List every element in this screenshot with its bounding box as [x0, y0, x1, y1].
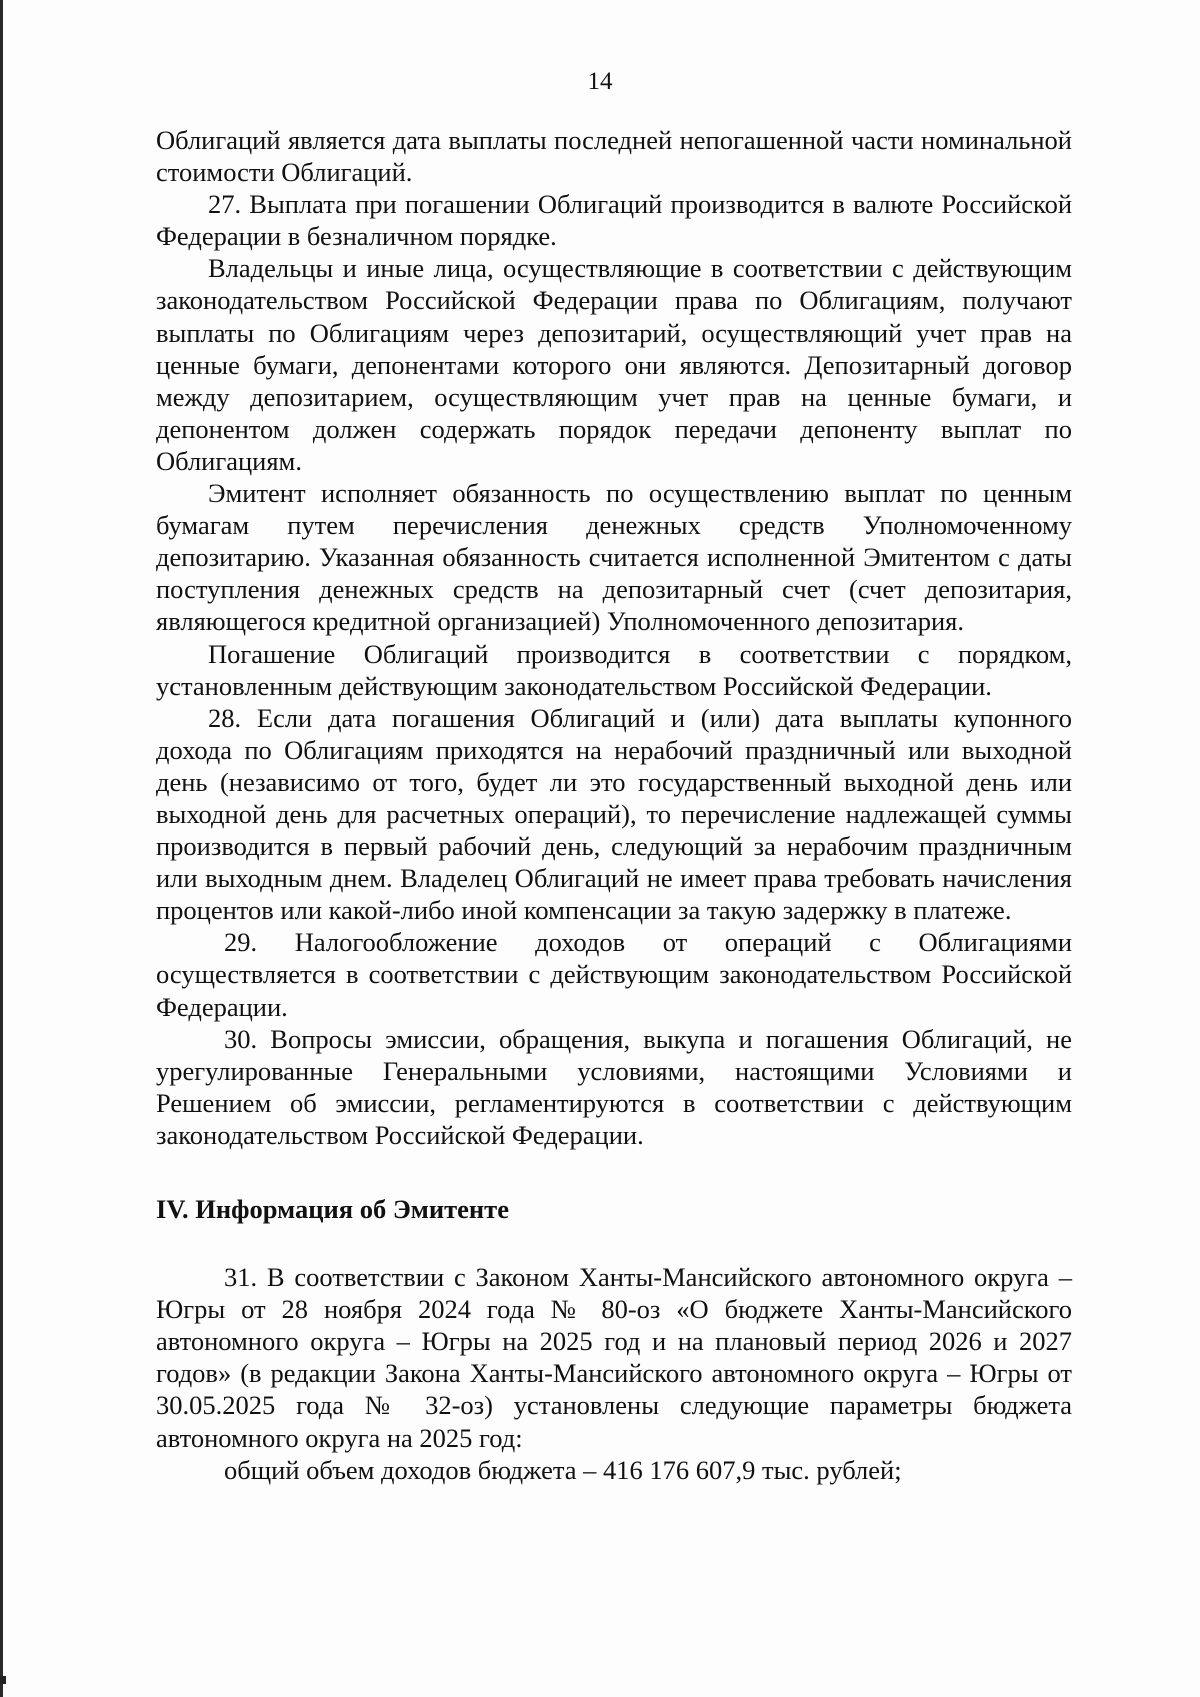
paragraph-redemption: Погашение Облигаций производится в соответствии с порядком, установленным действующим законодательством Российской Федерации.: [156, 638, 1072, 701]
paragraph-28: 28. Если дата погашения Облигаций и (или) дата выплаты купонного дохода по Облигациям приходятся на нерабочий праздничный или выходной день (независимо от того, будет ли это государственный выходной день или выходной день для расчетных операций), то перечисление надлежащей суммы производится в первый рабочий день, следующий за нерабочим праздничным или выходным днем. Владелец Облигаций не имеет права требовать начисления процентов или какой-либо иной компенсации за такую задержку в платеже.: [156, 702, 1072, 926]
paragraph-owners: Владельцы и иные лица, осуществляющие в соответствии с действующим законодательством Российской Федерации права по Облигациям, получают выплаты по Облигациям через депозитарий, осуществляющий учет прав на ценные бумаги, депонентами которого они являются. Депозитарный договор между депозитарием, осуществляющим учет прав на ценные бумаги, и депонентом должен содержать порядок передачи депоненту выплат по Облигациям.: [156, 253, 1072, 476]
paragraph-30: 30. Вопросы эмиссии, обращения, выкупа и погашения Облигаций, не урегулированные Генеральными условиями, настоящими Условиями и Решением об эмиссии, регламентируются в соответствии с действующим законодательством Российской Федерации.: [156, 1023, 1072, 1150]
paragraph-revenue: общий объем доходов бюджета – 416 176 607,9 тыс. рублей;: [224, 1454, 902, 1485]
scan-edge-mark: [0, 1676, 6, 1684]
paragraph-27: 27. Выплата при погашении Облигаций производится в валюте Российской Федерации в безналичном порядке.: [156, 189, 1072, 252]
paragraph-continuation: Облигаций является дата выплаты последней непогашенной части номинальной стоимости Облигаций.: [156, 125, 1072, 188]
paragraph-29: 29. Налогообложение доходов от операций с Облигациями осуществляется в соответствии с действующим законодательством Российской Федерации.: [156, 927, 1072, 1022]
section-heading: IV. Информация об Эмитенте: [156, 1194, 509, 1224]
paragraph-31: 31. В соответствии с Законом Ханты-Мансийского автономного округа – Югры от 28 ноября 2024 года № 80-оз «О бюджете Ханты-Мансийского автономного округа – Югры на 2025 год и на плановый период 2026 и 2027 годов» (в редакции Закона Ханты-Мансийского автономного округа – Югры от 30.05.2025 года № 32-оз) установлены следующие параметры бюджета автономного округа на 2025 год:: [156, 1262, 1072, 1453]
paragraph-issuer-obligation: Эмитент исполняет обязанность по осуществлению выплат по ценным бумагам путем перечисления денежных средств Уполномоченному депозитарию. Указанная обязанность считается исполненной Эмитентом с даты поступления денежных средств на депозитарный счет (счет депозитария, являющегося кредитной организацией) Уполномоченного депозитария.: [156, 478, 1072, 637]
scan-edge-line: [0, 0, 3, 1697]
page-number: 14: [587, 68, 613, 95]
document-body: [156, 124, 1072, 1486]
